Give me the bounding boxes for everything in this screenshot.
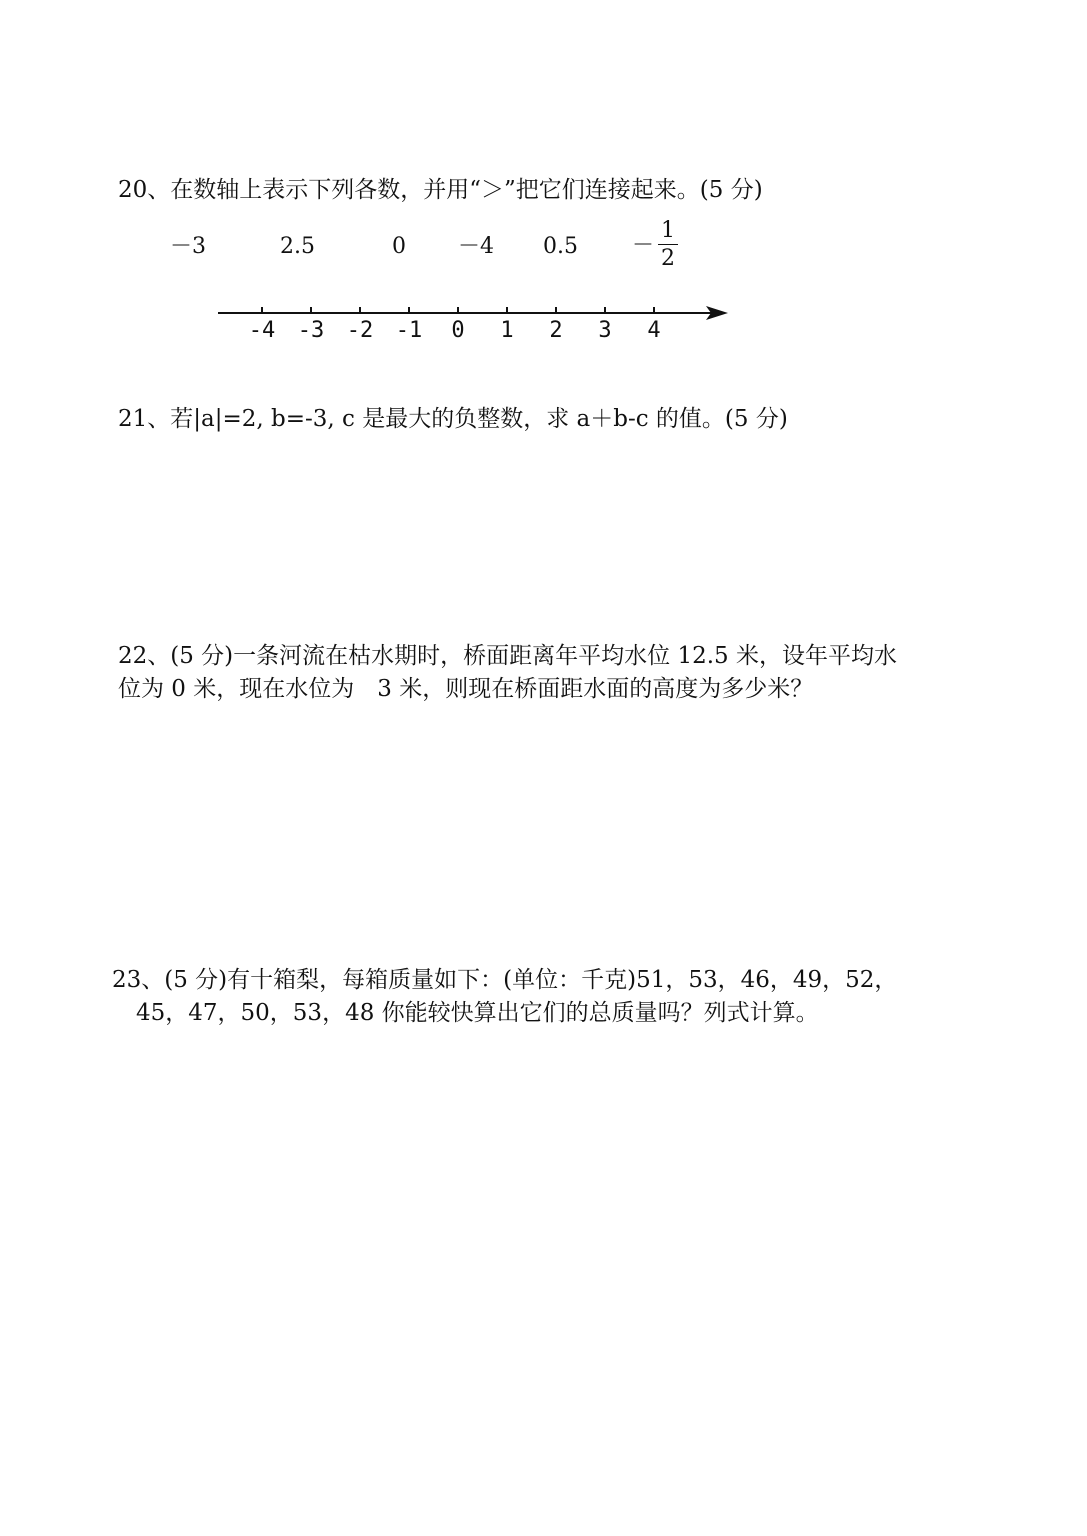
fraction-sign: － (632, 232, 655, 258)
number-line-tick-label: 4 (647, 318, 661, 343)
number-item: －4 (458, 234, 494, 259)
number-line-tick-label: 2 (549, 318, 563, 343)
number-line-tick-label: -3 (297, 318, 325, 343)
number-item: 2.5 (280, 234, 315, 259)
fraction-numerator: 1 (658, 218, 678, 245)
number-line-tick-label: -2 (346, 318, 374, 343)
question-21-prompt: 21、若|a|=2, b=-3, c 是最大的负整数，求 a＋b-c 的值。(5 分) (118, 406, 788, 432)
number-item: 0.5 (543, 234, 578, 259)
question-22-line-1: 22、(5 分)一条河流在枯水期时，桥面距离年平均水位 12.5 米，设年平均水 (118, 643, 897, 669)
question-23-prompt (112, 964, 897, 1030)
question-22-line-2: 位为 0 米，现在水位为 3 米，则现在桥面距水面的高度为多少米？ (118, 676, 814, 702)
number-line-tick-label: -1 (395, 318, 423, 343)
number-line-tick-label: 1 (500, 318, 514, 343)
question-23-line-2: 45，47，50，53，48 你能较快算出它们的总质量吗？列式计算。 (136, 1000, 819, 1026)
question-20-prompt: 20、在数轴上表示下列各数，并用“＞”把它们连接起来。(5 分) (118, 177, 763, 203)
question-23-line-1: 23、(5 分)有十箱梨，每箱质量如下：(单位：千克)51，53，46，49，52， (112, 967, 898, 993)
number-line-tick-label: 0 (451, 318, 465, 343)
number-line (210, 296, 740, 346)
question-22-prompt (118, 640, 978, 706)
number-line-tick-label: 3 (598, 318, 612, 343)
fraction (658, 218, 678, 273)
fraction-item (632, 218, 678, 273)
number-line-tick-label: -4 (248, 318, 276, 343)
number-item: 0 (392, 234, 406, 259)
number-item: －3 (170, 234, 206, 259)
fraction-denominator: 2 (661, 246, 676, 271)
